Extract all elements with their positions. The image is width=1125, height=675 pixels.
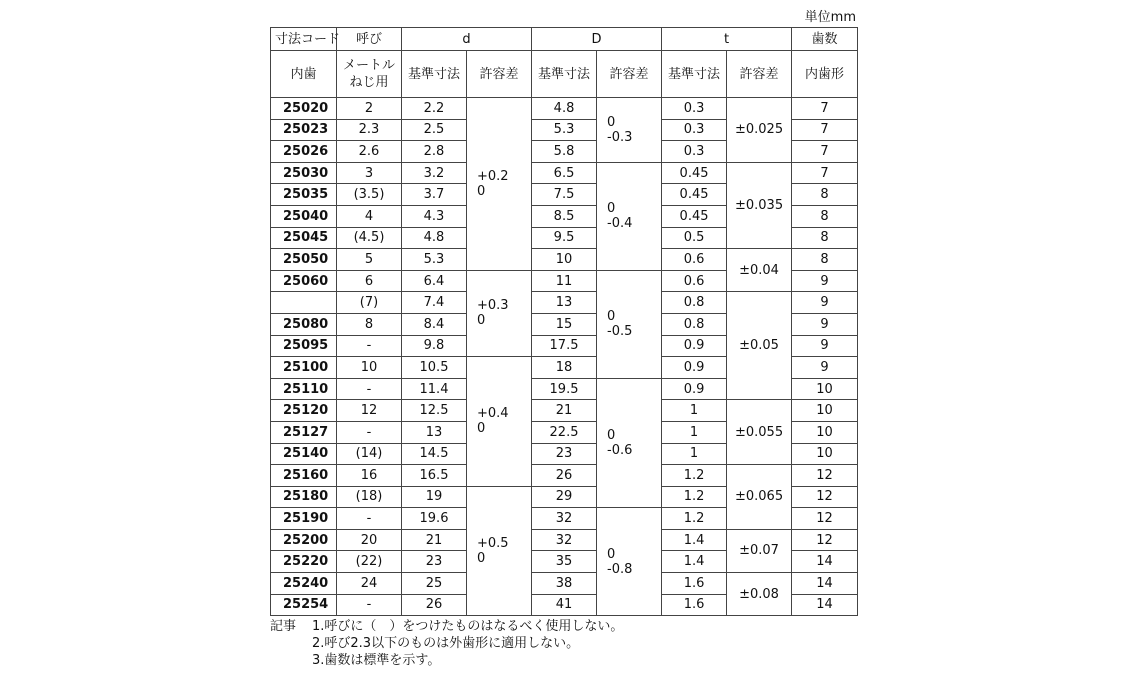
table-row — [271, 400, 858, 422]
teeth-count: 7 — [792, 119, 858, 141]
t-basic: 0.3 — [662, 98, 727, 120]
header-nominal: 呼び — [337, 28, 402, 51]
t-tolerance: ±0.025 — [727, 98, 792, 163]
teeth-count: 12 — [792, 529, 858, 551]
D-tolerance — [597, 98, 662, 163]
teeth-count: 7 — [792, 98, 858, 120]
teeth-count: 12 — [792, 465, 858, 487]
D-tolerance-lower: -0.6 — [607, 443, 633, 458]
d-basic: 11.4 — [402, 378, 467, 400]
D-tolerance-upper: 0 — [607, 114, 616, 130]
d-tolerance-upper: +0.2 — [477, 168, 509, 184]
teeth-count: 9 — [792, 313, 858, 335]
size-code: 25026 — [271, 141, 337, 163]
teeth-count: 7 — [792, 141, 858, 163]
notes-label: 記事 — [270, 619, 297, 634]
teeth-count: 9 — [792, 335, 858, 357]
size-code: 25045 — [271, 227, 337, 249]
nominal-size: - — [337, 378, 402, 400]
size-code: 25023 — [271, 119, 337, 141]
nominal-size: 16 — [337, 465, 402, 487]
D-tolerance — [597, 162, 662, 270]
d-basic: 2.8 — [402, 141, 467, 163]
nominal-size: 6 — [337, 270, 402, 292]
nominal-size: 2 — [337, 98, 402, 120]
size-code: 25140 — [271, 443, 337, 465]
t-basic: 1.4 — [662, 551, 727, 573]
t-tolerance: ±0.04 — [727, 249, 792, 292]
nominal-size: 5 — [337, 249, 402, 271]
size-code: 25160 — [271, 465, 337, 487]
table-row — [271, 465, 858, 487]
d-basic: 19 — [402, 486, 467, 508]
t-basic: 1.6 — [662, 594, 727, 616]
D-basic: 15 — [532, 313, 597, 335]
teeth-count: 14 — [792, 594, 858, 616]
nominal-size: 24 — [337, 573, 402, 595]
t-tolerance: ±0.065 — [727, 465, 792, 530]
D-basic: 22.5 — [532, 421, 597, 443]
D-basic: 4.8 — [532, 98, 597, 120]
header-D-basic: 基準寸法 — [532, 51, 597, 98]
teeth-count: 10 — [792, 443, 858, 465]
nominal-size: 20 — [337, 529, 402, 551]
D-basic: 23 — [532, 443, 597, 465]
d-basic: 9.8 — [402, 335, 467, 357]
size-code: 25020 — [271, 98, 337, 120]
teeth-count: 7 — [792, 162, 858, 184]
t-basic: 0.9 — [662, 335, 727, 357]
d-basic: 4.8 — [402, 227, 467, 249]
t-basic: 0.9 — [662, 378, 727, 400]
size-code: 25180 — [271, 486, 337, 508]
t-basic: 0.8 — [662, 313, 727, 335]
header-t-basic: 基準寸法 — [662, 51, 727, 98]
D-basic: 6.5 — [532, 162, 597, 184]
D-basic: 13 — [532, 292, 597, 314]
nominal-size: 3 — [337, 162, 402, 184]
D-tolerance-upper: 0 — [607, 201, 616, 217]
size-code: 25080 — [271, 313, 337, 335]
nominal-size: 2.6 — [337, 141, 402, 163]
D-basic: 26 — [532, 465, 597, 487]
size-code: 25040 — [271, 205, 337, 227]
t-basic: 1 — [662, 443, 727, 465]
D-basic: 18 — [532, 357, 597, 379]
D-tolerance — [597, 270, 662, 378]
t-basic: 0.8 — [662, 292, 727, 314]
size-code: 25220 — [271, 551, 337, 573]
D-basic: 32 — [532, 508, 597, 530]
nominal-size: (22) — [337, 551, 402, 573]
header-internal-teeth: 内歯 — [271, 51, 337, 98]
d-basic: 12.5 — [402, 400, 467, 422]
D-tolerance-lower: -0.5 — [607, 324, 633, 340]
header-D: D — [532, 28, 662, 51]
table-body — [271, 98, 858, 616]
d-basic: 19.6 — [402, 508, 467, 530]
D-basic: 9.5 — [532, 227, 597, 249]
nominal-size: 12 — [337, 400, 402, 422]
table-row — [271, 249, 858, 271]
header-d-basic: 基準寸法 — [402, 51, 467, 98]
d-basic: 10.5 — [402, 357, 467, 379]
D-basic: 10 — [532, 249, 597, 271]
t-tolerance: ±0.08 — [727, 573, 792, 616]
nominal-size: 8 — [337, 313, 402, 335]
size-code: 25100 — [271, 357, 337, 379]
d-basic: 8.4 — [402, 313, 467, 335]
teeth-count: 8 — [792, 205, 858, 227]
size-code: 25050 — [271, 249, 337, 271]
size-code: 25190 — [271, 508, 337, 530]
t-basic: 1.6 — [662, 573, 727, 595]
t-basic: 0.45 — [662, 162, 727, 184]
t-basic: 1.2 — [662, 465, 727, 487]
d-tolerance — [467, 98, 532, 271]
D-basic: 5.3 — [532, 119, 597, 141]
note-2: 2.呼び2.3以下のものは外歯形に適用しない。 — [312, 636, 580, 651]
t-basic: 1.4 — [662, 529, 727, 551]
D-tolerance — [597, 508, 662, 616]
D-basic: 21 — [532, 400, 597, 422]
D-basic: 17.5 — [532, 335, 597, 357]
D-basic: 5.8 — [532, 141, 597, 163]
table-row — [271, 162, 858, 184]
t-basic: 0.6 — [662, 270, 727, 292]
t-tolerance: ±0.07 — [727, 529, 792, 572]
t-tolerance: ±0.05 — [727, 292, 792, 400]
teeth-count: 8 — [792, 227, 858, 249]
D-basic: 19.5 — [532, 378, 597, 400]
d-tolerance — [467, 357, 532, 487]
D-basic: 11 — [532, 270, 597, 292]
size-code: 25254 — [271, 594, 337, 616]
teeth-count: 12 — [792, 486, 858, 508]
note-1: 1.呼びに（ ）をつけたものはなるべく使用しない。 — [312, 619, 624, 634]
t-tolerance: ±0.055 — [727, 400, 792, 465]
D-basic: 8.5 — [532, 205, 597, 227]
t-basic: 1.2 — [662, 508, 727, 530]
t-tolerance: ±0.035 — [727, 162, 792, 248]
d-basic: 2.5 — [402, 119, 467, 141]
teeth-count: 8 — [792, 249, 858, 271]
t-basic: 0.6 — [662, 249, 727, 271]
D-basic: 38 — [532, 573, 597, 595]
header-row-2 — [271, 51, 858, 98]
header-size-code: 寸法コード — [271, 28, 337, 51]
d-basic: 25 — [402, 573, 467, 595]
header-teeth: 歯数 — [792, 28, 858, 51]
d-tolerance-upper: +0.4 — [477, 406, 509, 422]
d-basic: 13 — [402, 421, 467, 443]
d-tolerance-lower: 0 — [477, 421, 486, 437]
size-code: 25035 — [271, 184, 337, 206]
d-basic: 21 — [402, 529, 467, 551]
size-code: 25240 — [271, 573, 337, 595]
nominal-size: (3.5) — [337, 184, 402, 206]
size-code: 25200 — [271, 529, 337, 551]
d-tolerance-upper: +0.3 — [477, 298, 509, 314]
d-basic: 3.2 — [402, 162, 467, 184]
d-tolerance — [467, 486, 532, 616]
D-basic: 7.5 — [532, 184, 597, 206]
dimension-table — [270, 27, 858, 616]
nominal-size: (14) — [337, 443, 402, 465]
nominal-size: - — [337, 508, 402, 530]
nominal-size: 4 — [337, 205, 402, 227]
d-basic: 3.7 — [402, 184, 467, 206]
teeth-count: 14 — [792, 551, 858, 573]
D-basic: 32 — [532, 529, 597, 551]
d-basic: 7.4 — [402, 292, 467, 314]
D-tolerance-lower: -0.4 — [607, 216, 633, 232]
D-tolerance-upper: 0 — [607, 546, 616, 562]
d-basic: 26 — [402, 594, 467, 616]
header-d-tolerance: 許容差 — [467, 51, 532, 98]
D-tolerance-upper: 0 — [607, 309, 616, 325]
size-code — [271, 292, 337, 314]
D-tolerance — [597, 378, 662, 508]
t-basic: 0.5 — [662, 227, 727, 249]
d-tolerance — [467, 270, 532, 356]
d-basic: 2.2 — [402, 98, 467, 120]
t-basic: 0.45 — [662, 184, 727, 206]
d-basic: 5.3 — [402, 249, 467, 271]
table-row — [271, 573, 858, 595]
teeth-count: 9 — [792, 292, 858, 314]
unit-label: 単位mm — [804, 10, 856, 25]
t-basic: 1 — [662, 400, 727, 422]
d-tolerance-lower: 0 — [477, 183, 486, 199]
nominal-size: (7) — [337, 292, 402, 314]
t-basic: 0.9 — [662, 357, 727, 379]
D-basic: 29 — [532, 486, 597, 508]
D-tolerance-lower: -0.3 — [607, 129, 633, 145]
teeth-count: 10 — [792, 400, 858, 422]
nominal-size: (4.5) — [337, 227, 402, 249]
d-basic: 14.5 — [402, 443, 467, 465]
t-basic: 0.45 — [662, 205, 727, 227]
header-internal-teeth-form: 内歯形 — [792, 51, 858, 98]
d-basic: 4.3 — [402, 205, 467, 227]
t-basic: 0.3 — [662, 141, 727, 163]
size-code: 25030 — [271, 162, 337, 184]
table-row — [271, 292, 858, 314]
teeth-count: 14 — [792, 573, 858, 595]
header-D-tolerance: 許容差 — [597, 51, 662, 98]
nominal-size: (18) — [337, 486, 402, 508]
d-basic: 23 — [402, 551, 467, 573]
note-3: 3.歯数は標準を示す。 — [312, 653, 441, 668]
nominal-size: - — [337, 421, 402, 443]
nominal-size: - — [337, 335, 402, 357]
t-basic: 1 — [662, 421, 727, 443]
nominal-size: 10 — [337, 357, 402, 379]
header-row-1 — [271, 28, 858, 51]
nominal-size: - — [337, 594, 402, 616]
d-tolerance-lower: 0 — [477, 313, 486, 329]
D-tolerance-lower: -0.8 — [607, 561, 633, 577]
nominal-size: 2.3 — [337, 119, 402, 141]
header-d: d — [402, 28, 532, 51]
t-basic: 0.3 — [662, 119, 727, 141]
teeth-count: 10 — [792, 378, 858, 400]
t-basic: 1.2 — [662, 486, 727, 508]
header-t: t — [662, 28, 792, 51]
d-tolerance-upper: +0.5 — [477, 535, 509, 551]
d-tolerance-lower: 0 — [477, 550, 486, 566]
size-code: 25120 — [271, 400, 337, 422]
size-code: 25127 — [271, 421, 337, 443]
d-basic: 16.5 — [402, 465, 467, 487]
D-basic: 35 — [532, 551, 597, 573]
D-tolerance-upper: 0 — [607, 428, 616, 443]
notes — [270, 618, 623, 669]
teeth-count: 12 — [792, 508, 858, 530]
teeth-count: 10 — [792, 421, 858, 443]
teeth-count: 8 — [792, 184, 858, 206]
table-row — [271, 529, 858, 551]
header-t-tolerance: 許容差 — [727, 51, 792, 98]
size-code: 25060 — [271, 270, 337, 292]
header-metric-thread: メートル ねじ用 — [337, 51, 402, 98]
table-row — [271, 98, 858, 120]
size-code: 25095 — [271, 335, 337, 357]
teeth-count: 9 — [792, 357, 858, 379]
D-basic: 41 — [532, 594, 597, 616]
size-code: 25110 — [271, 378, 337, 400]
d-basic: 6.4 — [402, 270, 467, 292]
teeth-count: 9 — [792, 270, 858, 292]
